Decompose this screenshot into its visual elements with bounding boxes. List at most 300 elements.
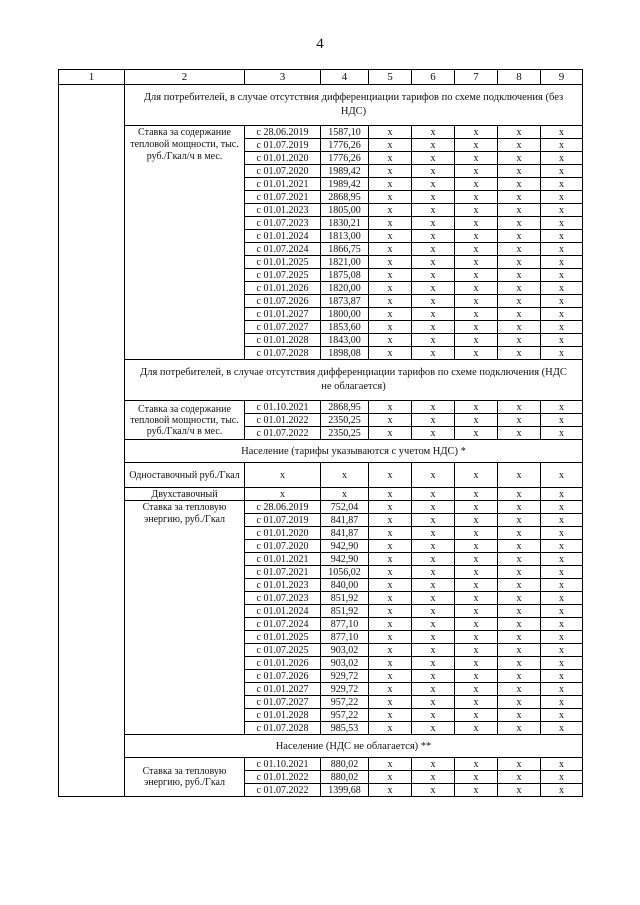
x-mark: x xyxy=(455,709,498,722)
x-mark: x xyxy=(369,592,412,605)
x-mark: x xyxy=(321,488,369,501)
x-mark: x xyxy=(455,191,498,204)
x-mark: x xyxy=(498,644,541,657)
x-mark: x xyxy=(498,771,541,784)
x-mark: x xyxy=(412,230,455,243)
x-mark: x xyxy=(412,427,455,440)
x-mark: x xyxy=(369,178,412,191)
x-mark: x xyxy=(455,771,498,784)
x-mark: x xyxy=(369,683,412,696)
x-mark: x xyxy=(455,540,498,553)
x-mark: x xyxy=(245,488,321,501)
x-mark: x xyxy=(412,514,455,527)
value-cell: 957,22 xyxy=(321,696,369,709)
date-cell: с 01.01.2027 xyxy=(245,308,321,321)
column-header: 6 xyxy=(412,70,455,85)
x-mark: x xyxy=(369,308,412,321)
x-mark: x xyxy=(498,139,541,152)
x-mark: x xyxy=(455,217,498,230)
x-mark: x xyxy=(412,321,455,334)
x-mark: x xyxy=(412,139,455,152)
x-mark: x xyxy=(455,605,498,618)
x-mark: x xyxy=(412,501,455,514)
x-mark: x xyxy=(412,579,455,592)
value-cell: 880,02 xyxy=(321,758,369,771)
x-mark: x xyxy=(455,269,498,282)
x-mark: x xyxy=(369,579,412,592)
x-mark: x xyxy=(455,670,498,683)
x-mark: x xyxy=(541,334,583,347)
x-mark: x xyxy=(541,527,583,540)
x-mark: x xyxy=(498,488,541,501)
value-cell: 1821,00 xyxy=(321,256,369,269)
x-mark: x xyxy=(498,683,541,696)
value-cell: 1830,21 xyxy=(321,217,369,230)
date-cell: с 01.07.2026 xyxy=(245,670,321,683)
table-row xyxy=(59,360,583,401)
x-mark: x xyxy=(498,592,541,605)
x-mark: x xyxy=(369,204,412,217)
x-mark: x xyxy=(498,527,541,540)
date-cell: с 01.01.2024 xyxy=(245,605,321,618)
x-mark: x xyxy=(412,347,455,360)
table-row xyxy=(59,85,583,126)
x-mark: x xyxy=(412,256,455,269)
x-mark: x xyxy=(412,295,455,308)
x-mark: x xyxy=(541,670,583,683)
x-mark: x xyxy=(455,295,498,308)
x-mark: x xyxy=(541,771,583,784)
table-row xyxy=(59,126,583,139)
value-cell: 1776,26 xyxy=(321,152,369,165)
x-mark: x xyxy=(498,414,541,427)
header-row xyxy=(59,70,583,85)
value-cell: 2350,25 xyxy=(321,414,369,427)
x-mark: x xyxy=(498,758,541,771)
two-rate-label: Двухставочный xyxy=(125,488,245,501)
value-cell: 1898,08 xyxy=(321,347,369,360)
x-mark: x xyxy=(541,347,583,360)
value-cell: 851,92 xyxy=(321,592,369,605)
x-mark: x xyxy=(369,295,412,308)
x-mark: x xyxy=(369,758,412,771)
x-mark: x xyxy=(455,334,498,347)
x-mark: x xyxy=(455,165,498,178)
x-mark: x xyxy=(455,126,498,139)
value-cell: 929,72 xyxy=(321,683,369,696)
date-cell: с 01.07.2024 xyxy=(245,243,321,256)
date-cell: с 01.07.2023 xyxy=(245,592,321,605)
x-mark: x xyxy=(455,152,498,165)
x-mark: x xyxy=(541,230,583,243)
x-mark: x xyxy=(412,527,455,540)
x-mark: x xyxy=(541,256,583,269)
date-cell: с 01.10.2021 xyxy=(245,758,321,771)
x-mark: x xyxy=(412,553,455,566)
date-cell: с 01.07.2027 xyxy=(245,321,321,334)
date-cell: с 01.01.2023 xyxy=(245,204,321,217)
x-mark: x xyxy=(455,178,498,191)
x-mark: x xyxy=(369,514,412,527)
date-cell: с 01.07.2026 xyxy=(245,295,321,308)
value-cell: 1587,10 xyxy=(321,126,369,139)
column-header: 7 xyxy=(455,70,498,85)
x-mark: x xyxy=(541,463,583,488)
x-mark: x xyxy=(455,553,498,566)
x-mark: x xyxy=(541,269,583,282)
x-mark: x xyxy=(412,566,455,579)
value-cell: 942,90 xyxy=(321,553,369,566)
x-mark: x xyxy=(369,631,412,644)
table-row xyxy=(59,401,583,414)
x-mark: x xyxy=(498,709,541,722)
value-cell: 1989,42 xyxy=(321,165,369,178)
x-mark: x xyxy=(455,514,498,527)
x-mark: x xyxy=(412,178,455,191)
value-cell: 1800,00 xyxy=(321,308,369,321)
date-cell: с 01.01.2026 xyxy=(245,657,321,670)
value-cell: 903,02 xyxy=(321,644,369,657)
x-mark: x xyxy=(541,618,583,631)
x-mark: x xyxy=(412,618,455,631)
date-cell: с 01.07.2024 xyxy=(245,618,321,631)
x-mark: x xyxy=(498,204,541,217)
x-mark: x xyxy=(455,696,498,709)
date-cell: с 01.01.2022 xyxy=(245,414,321,427)
value-cell: 1776,26 xyxy=(321,139,369,152)
x-mark: x xyxy=(369,771,412,784)
x-mark: x xyxy=(369,152,412,165)
x-mark: x xyxy=(245,463,321,488)
x-mark: x xyxy=(498,605,541,618)
x-mark: x xyxy=(412,217,455,230)
x-mark: x xyxy=(455,243,498,256)
x-mark: x xyxy=(412,670,455,683)
x-mark: x xyxy=(369,347,412,360)
x-mark: x xyxy=(412,414,455,427)
x-mark: x xyxy=(498,722,541,735)
x-mark: x xyxy=(455,758,498,771)
x-mark: x xyxy=(498,463,541,488)
x-mark: x xyxy=(455,427,498,440)
x-mark: x xyxy=(541,178,583,191)
x-mark: x xyxy=(541,784,583,797)
x-mark: x xyxy=(412,758,455,771)
x-mark: x xyxy=(498,269,541,282)
date-cell: с 01.07.2019 xyxy=(245,514,321,527)
x-mark: x xyxy=(455,463,498,488)
tariff-table xyxy=(58,69,583,797)
x-mark: x xyxy=(541,722,583,735)
x-mark: x xyxy=(369,165,412,178)
x-mark: x xyxy=(369,321,412,334)
date-cell: с 01.07.2027 xyxy=(245,696,321,709)
x-mark: x xyxy=(412,696,455,709)
x-mark: x xyxy=(498,784,541,797)
x-mark: x xyxy=(541,191,583,204)
x-mark: x xyxy=(541,427,583,440)
date-cell: с 01.07.2020 xyxy=(245,540,321,553)
date-cell: с 01.07.2025 xyxy=(245,644,321,657)
x-mark: x xyxy=(369,644,412,657)
value-cell: 851,92 xyxy=(321,605,369,618)
value-cell: 1853,60 xyxy=(321,321,369,334)
x-mark: x xyxy=(498,295,541,308)
x-mark: x xyxy=(498,540,541,553)
x-mark: x xyxy=(498,178,541,191)
date-cell: с 01.01.2028 xyxy=(245,334,321,347)
x-mark: x xyxy=(412,152,455,165)
x-mark: x xyxy=(541,514,583,527)
x-mark: x xyxy=(541,683,583,696)
rate-label: Ставка за содержание тепловой мощности, тыс. руб./Гкал/ч в мес. xyxy=(125,401,245,440)
x-mark: x xyxy=(412,771,455,784)
value-cell: 1399,68 xyxy=(321,784,369,797)
x-mark: x xyxy=(498,165,541,178)
x-mark: x xyxy=(369,334,412,347)
table-row xyxy=(59,440,583,463)
x-mark: x xyxy=(369,670,412,683)
x-mark: x xyxy=(498,256,541,269)
x-mark: x xyxy=(412,683,455,696)
x-mark: x xyxy=(369,243,412,256)
x-mark: x xyxy=(455,139,498,152)
column-header: 4 xyxy=(321,70,369,85)
x-mark: x xyxy=(498,230,541,243)
x-mark: x xyxy=(498,191,541,204)
single-rate-label: Одноставочный руб./Гкал xyxy=(125,463,245,488)
x-mark: x xyxy=(369,269,412,282)
x-mark: x xyxy=(369,139,412,152)
value-cell: 1820,00 xyxy=(321,282,369,295)
x-mark: x xyxy=(541,488,583,501)
x-mark: x xyxy=(541,592,583,605)
date-cell: с 01.07.2028 xyxy=(245,347,321,360)
x-mark: x xyxy=(412,644,455,657)
x-mark: x xyxy=(455,631,498,644)
rate-label: Ставка за тепловую энергию, руб./Гкал xyxy=(125,501,245,735)
x-mark: x xyxy=(369,414,412,427)
x-mark: x xyxy=(541,579,583,592)
date-cell: с 28.06.2019 xyxy=(245,126,321,139)
x-mark: x xyxy=(498,427,541,440)
x-mark: x xyxy=(455,414,498,427)
x-mark: x xyxy=(455,527,498,540)
x-mark: x xyxy=(498,347,541,360)
date-cell: с 01.01.2025 xyxy=(245,631,321,644)
x-mark: x xyxy=(412,191,455,204)
date-cell: с 01.01.2020 xyxy=(245,527,321,540)
rate-label: Ставка за тепловую энергию, руб./Гкал xyxy=(125,758,245,797)
x-mark: x xyxy=(369,696,412,709)
x-mark: x xyxy=(498,126,541,139)
x-mark: x xyxy=(455,592,498,605)
value-cell: 2868,95 xyxy=(321,401,369,414)
value-cell: 2868,95 xyxy=(321,191,369,204)
x-mark: x xyxy=(541,204,583,217)
date-cell: с 01.01.2025 xyxy=(245,256,321,269)
value-cell: 1813,00 xyxy=(321,230,369,243)
value-cell: 1873,87 xyxy=(321,295,369,308)
x-mark: x xyxy=(369,605,412,618)
x-mark: x xyxy=(369,618,412,631)
x-mark: x xyxy=(498,514,541,527)
date-cell: с 01.01.2028 xyxy=(245,709,321,722)
x-mark: x xyxy=(498,501,541,514)
x-mark: x xyxy=(455,204,498,217)
x-mark: x xyxy=(541,605,583,618)
x-mark: x xyxy=(541,217,583,230)
x-mark: x xyxy=(541,165,583,178)
value-cell: 957,22 xyxy=(321,709,369,722)
x-mark: x xyxy=(455,501,498,514)
x-mark: x xyxy=(455,784,498,797)
x-mark: x xyxy=(412,592,455,605)
date-cell: с 01.01.2024 xyxy=(245,230,321,243)
x-mark: x xyxy=(412,463,455,488)
x-mark: x xyxy=(412,401,455,414)
x-mark: x xyxy=(369,401,412,414)
x-mark: x xyxy=(412,165,455,178)
column-header: 2 xyxy=(125,70,245,85)
x-mark: x xyxy=(498,631,541,644)
column-header: 8 xyxy=(498,70,541,85)
x-mark: x xyxy=(541,566,583,579)
value-cell: 1843,00 xyxy=(321,334,369,347)
x-mark: x xyxy=(541,414,583,427)
x-mark: x xyxy=(541,644,583,657)
x-mark: x xyxy=(498,152,541,165)
value-cell: 841,87 xyxy=(321,527,369,540)
x-mark: x xyxy=(369,709,412,722)
date-cell: с 01.01.2020 xyxy=(245,152,321,165)
x-mark: x xyxy=(498,334,541,347)
date-cell: с 01.07.2021 xyxy=(245,566,321,579)
x-mark: x xyxy=(541,139,583,152)
section-title: Население (НДС не облагается) ** xyxy=(125,735,583,758)
x-mark: x xyxy=(369,540,412,553)
x-mark: x xyxy=(369,230,412,243)
value-cell: 903,02 xyxy=(321,657,369,670)
x-mark: x xyxy=(412,709,455,722)
x-mark: x xyxy=(541,126,583,139)
x-mark: x xyxy=(412,657,455,670)
value-cell: 752,04 xyxy=(321,501,369,514)
date-cell: с 01.01.2023 xyxy=(245,579,321,592)
x-mark: x xyxy=(369,566,412,579)
column-1-cell xyxy=(59,85,125,797)
x-mark: x xyxy=(455,488,498,501)
x-mark: x xyxy=(369,217,412,230)
date-cell: с 01.01.2021 xyxy=(245,553,321,566)
x-mark: x xyxy=(412,488,455,501)
page-number: 4 xyxy=(316,36,324,52)
date-cell: с 01.07.2022 xyxy=(245,784,321,797)
x-mark: x xyxy=(455,644,498,657)
date-cell: с 01.01.2022 xyxy=(245,771,321,784)
x-mark: x xyxy=(369,722,412,735)
x-mark: x xyxy=(412,540,455,553)
date-cell: с 01.07.2028 xyxy=(245,722,321,735)
x-mark: x xyxy=(369,501,412,514)
x-mark: x xyxy=(498,243,541,256)
x-mark: x xyxy=(369,282,412,295)
table-row xyxy=(59,735,583,758)
x-mark: x xyxy=(541,709,583,722)
x-mark: x xyxy=(498,657,541,670)
date-cell: с 01.01.2026 xyxy=(245,282,321,295)
table-row xyxy=(59,758,583,771)
x-mark: x xyxy=(369,488,412,501)
x-mark: x xyxy=(455,401,498,414)
value-cell: 840,00 xyxy=(321,579,369,592)
value-cell: 2350,25 xyxy=(321,427,369,440)
section-title: Для потребителей, в случае отсутствия дифференциации тарифов по схеме подключения (без НДС) xyxy=(125,85,583,126)
x-mark: x xyxy=(498,308,541,321)
value-cell: 880,02 xyxy=(321,771,369,784)
x-mark: x xyxy=(541,321,583,334)
x-mark: x xyxy=(498,566,541,579)
x-mark: x xyxy=(455,683,498,696)
x-mark: x xyxy=(412,243,455,256)
x-mark: x xyxy=(369,427,412,440)
x-mark: x xyxy=(498,282,541,295)
date-cell: с 28.06.2019 xyxy=(245,501,321,514)
x-mark: x xyxy=(369,126,412,139)
value-cell: 841,87 xyxy=(321,514,369,527)
x-mark: x xyxy=(455,308,498,321)
date-cell: с 01.07.2021 xyxy=(245,191,321,204)
x-mark: x xyxy=(412,282,455,295)
x-mark: x xyxy=(541,758,583,771)
x-mark: x xyxy=(541,631,583,644)
x-mark: x xyxy=(541,657,583,670)
x-mark: x xyxy=(455,579,498,592)
column-header: 3 xyxy=(245,70,321,85)
x-mark: x xyxy=(541,696,583,709)
date-cell: с 01.07.2025 xyxy=(245,269,321,282)
x-mark: x xyxy=(455,657,498,670)
value-cell: 1805,00 xyxy=(321,204,369,217)
date-cell: с 01.07.2022 xyxy=(245,427,321,440)
x-mark: x xyxy=(541,243,583,256)
x-mark: x xyxy=(412,308,455,321)
x-mark: x xyxy=(369,553,412,566)
x-mark: x xyxy=(498,217,541,230)
x-mark: x xyxy=(498,696,541,709)
x-mark: x xyxy=(541,501,583,514)
x-mark: x xyxy=(498,553,541,566)
section-title: Для потребителей, в случае отсутствия дифференциации тарифов по схеме подключения (НДС не облагается) xyxy=(125,360,583,401)
x-mark: x xyxy=(412,631,455,644)
x-mark: x xyxy=(541,540,583,553)
table-row xyxy=(59,488,583,501)
x-mark: x xyxy=(369,527,412,540)
column-header: 9 xyxy=(541,70,583,85)
x-mark: x xyxy=(412,722,455,735)
x-mark: x xyxy=(455,256,498,269)
date-cell: с 01.07.2023 xyxy=(245,217,321,230)
value-cell: 985,53 xyxy=(321,722,369,735)
x-mark: x xyxy=(412,334,455,347)
x-mark: x xyxy=(455,347,498,360)
x-mark: x xyxy=(412,784,455,797)
x-mark: x xyxy=(541,152,583,165)
rate-label: Ставка за содержание тепловой мощности, тыс. руб./Гкал/ч в мес. xyxy=(125,126,245,360)
x-mark: x xyxy=(455,722,498,735)
x-mark: x xyxy=(498,401,541,414)
x-mark: x xyxy=(498,321,541,334)
